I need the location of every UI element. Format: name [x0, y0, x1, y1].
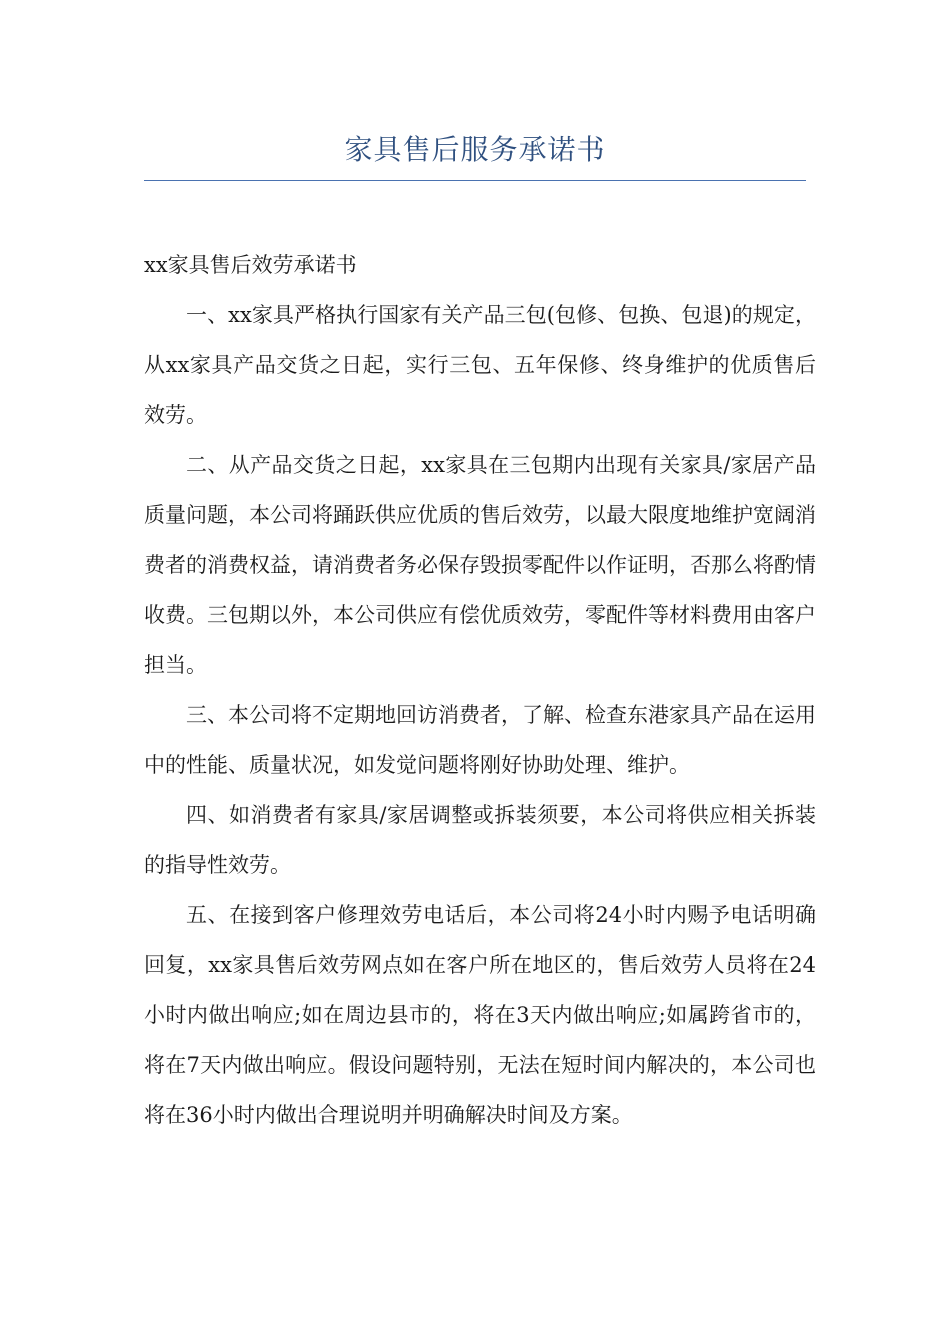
paragraph-2: 二、从产品交货之日起，xx家具在三包期内出现有关家具/家居产品质量问题，本公司将踊跃供应优质的售后效劳，以最大限度地维护宽阔消费者的消费权益，请消费者务必保存毁损零配件以作证明，否那么将酌情收费。三包期以外，本公司供应有偿优质效劳，零配件等材料费用由客户担当。	[144, 453, 816, 677]
document-subtitle: xx家具售后效劳承诺书	[144, 253, 357, 277]
paragraph-1: 一、xx家具严格执行国家有关产品三包(包修、包换、包退)的规定，从xx家具产品交货之日起，实行三包、五年保修、终身维护的优质售后效劳。	[144, 303, 816, 427]
paragraph-4: 四、如消费者有家具/家居调整或拆装须要，本公司将供应相关拆装的指导性效劳。	[144, 803, 816, 877]
title-underline	[144, 180, 806, 181]
document-body	[144, 240, 816, 1140]
document-title: 家具售后服务承诺书	[344, 133, 606, 166]
paragraph-3: 三、本公司将不定期地回访消费者，了解、检查东港家具产品在运用中的性能、质量状况，如发觉问题将刚好协助处理、维护。	[144, 703, 816, 777]
paragraph-5: 五、在接到客户修理效劳电话后，本公司将24小时内赐予电话明确回复，xx家具售后效劳网点如在客户所在地区的，售后效劳人员将在24小时内做出响应;如在周边县市的，将在3天内做出响应;如属跨省市的，将在7天内做出响应。假设问题特别，无法在短时间内解决的，本公司也将在36小时内做出合理说明并明确解决时间及方案。	[144, 903, 816, 1127]
